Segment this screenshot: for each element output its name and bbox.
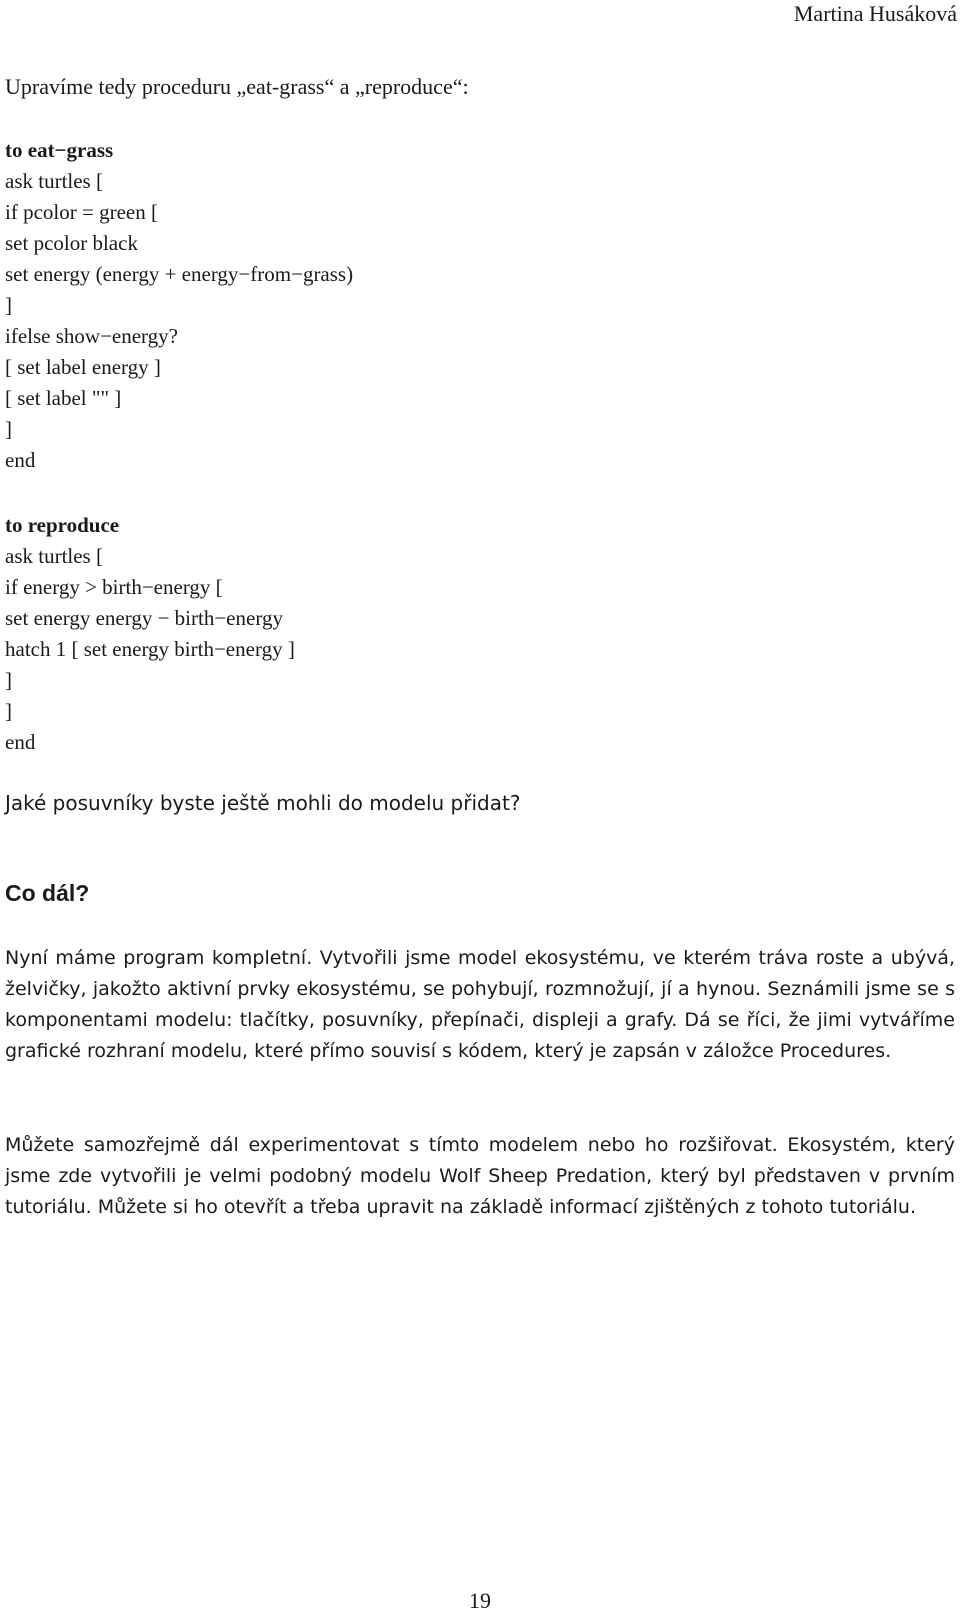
section-heading: Co dál? [5, 880, 90, 906]
code-line: hatch 1 [ set energy birth−energy ] [5, 637, 295, 661]
code-line: ] [5, 417, 12, 441]
code-line: if energy > birth−energy [ [5, 575, 223, 599]
code-line: if pcolor = green [ [5, 200, 158, 224]
code-line: [ set label energy ] [5, 355, 161, 379]
code-line: end [5, 730, 36, 754]
code-line: to eat−grass [5, 138, 114, 162]
code-line: ] [5, 699, 12, 723]
code-line: ] [5, 293, 12, 317]
code-line: ] [5, 668, 12, 692]
paragraph: Můžete samozřejmě dál experimentovat s tímto modelem nebo ho rozšiřovat. Ekosystém, který jsme zde vytvořili je velmi podobný modelu Wolf Sheep Predation, který byl představen v prvním tutoriálu. Můžete si ho otevřít a třeba upravit na základě informací zjištěných z tohoto tutoriálu. [5, 1134, 955, 1218]
question-text: Jaké posuvníky byste ještě mohli do modelu přidat? [5, 791, 521, 815]
code-line: ask turtles [ [5, 169, 103, 193]
code-line: end [5, 448, 36, 472]
code-line: ifelse show−energy? [5, 324, 178, 348]
code-line: set pcolor black [5, 231, 138, 255]
paragraph: Nyní máme program kompletní. Vytvořili jsme model ekosystému, ve kterém tráva roste a ubývá, želvičky, jakožto aktivní prvky ekosystému, se pohybují, rozmnožují, jí a hynou. Seznámili jsme se s komponentami modelu: tlačítky, posuvníky, přepínači, displeji a grafy. Dá se říci, že jimi vytváříme grafické rozhraní modelu, které přímo souvisí s kódem, který je zapsán v záložce Procedures. [5, 947, 955, 1062]
code-line: set energy (energy + energy−from−grass) [5, 262, 354, 286]
intro-text: Upravíme tedy proceduru „eat-grass“ a „reproduce“: [5, 74, 469, 99]
page-number: 19 [469, 1588, 491, 1613]
code-block-eat-grass [5, 135, 353, 476]
code-line: to reproduce [5, 513, 120, 537]
code-line: set energy energy − birth−energy [5, 606, 283, 630]
code-line: ask turtles [ [5, 544, 103, 568]
running-header-author: Martina Husáková [793, 1, 957, 26]
code-line: [ set label "" ] [5, 386, 122, 410]
code-block-reproduce [5, 510, 295, 758]
